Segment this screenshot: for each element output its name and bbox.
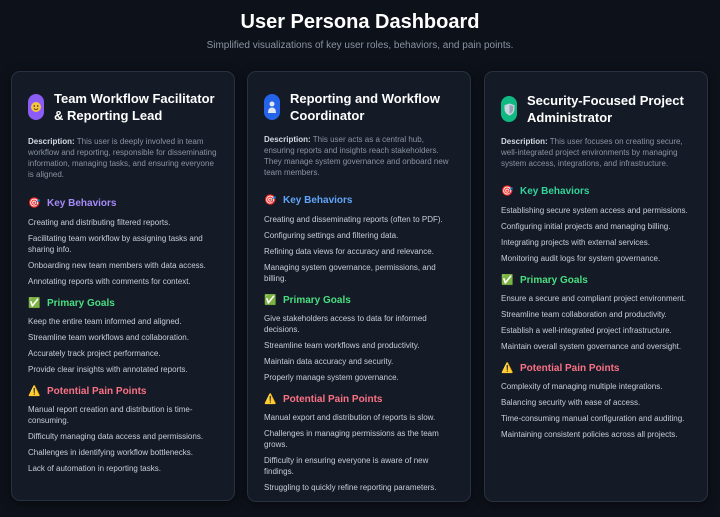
- pain-points-label: Potential Pain Points: [520, 363, 620, 374]
- primary-goals-heading: [264, 294, 454, 307]
- pain-points-heading: [28, 385, 218, 398]
- pain-points-label: Potential Pain Points: [283, 394, 383, 405]
- pain-points-heading: [501, 362, 691, 375]
- primary-goals-list: [264, 313, 454, 383]
- list-item: Difficulty managing data access and permissions.: [28, 432, 204, 441]
- list-item: Creating and distributing filtered reports.: [28, 218, 171, 227]
- list-item: Integrating projects with external services.: [501, 238, 650, 247]
- key-behaviors-heading: [501, 185, 691, 198]
- list-item: Difficulty in ensuring everyone is aware of new findings.: [264, 456, 429, 476]
- page-title: User Persona Dashboard: [240, 11, 480, 33]
- warning-icon: ⚠️: [264, 394, 277, 405]
- list-item: Streamline team workflows and collaboration.: [28, 333, 189, 342]
- list-item: Manual report creation and distribution is time-consuming.: [28, 405, 193, 425]
- check-icon: ✅: [28, 298, 41, 309]
- list-item: Properly manage system governance.: [264, 373, 399, 382]
- list-item: Establishing secure system access and permissions.: [501, 206, 688, 215]
- pain-points-list: [28, 404, 218, 474]
- primary-goals-label: Primary Goals: [283, 295, 351, 306]
- persona-title: Reporting and Workflow Coordinator: [290, 91, 440, 123]
- check-icon: ✅: [501, 275, 514, 286]
- description-label: Description:: [28, 137, 75, 146]
- persona-header: [501, 92, 691, 126]
- key-behaviors-heading: [28, 197, 218, 210]
- persona-description: [28, 136, 218, 180]
- list-item: Balancing security with ease of access.: [501, 398, 641, 407]
- key-behaviors-label: Key Behaviors: [283, 195, 353, 206]
- target-icon: 🎯: [264, 195, 277, 206]
- key-behaviors-list: [28, 217, 218, 287]
- list-item: Configuring settings and filtering data.: [264, 231, 399, 240]
- list-item: Accurately track project performance.: [28, 349, 161, 358]
- pain-points-list: [501, 381, 691, 440]
- list-item: Maintain data accuracy and security.: [264, 357, 394, 366]
- list-item: Ensure a secure and compliant project environment.: [501, 294, 686, 303]
- list-item: Maintaining consistent policies across all projects.: [501, 430, 678, 439]
- pain-points-list: [264, 412, 454, 493]
- description-text: This user is deeply involved in team workflow and reporting, responsible for disseminating information, managing tasks, and ensuring everyone is aligned.: [28, 137, 217, 179]
- list-item: Challenges in identifying workflow bottlenecks.: [28, 448, 193, 457]
- primary-goals-heading: [28, 297, 218, 310]
- description-text: This user acts as a central hub, ensuring reports and insights reach stakeholders. They manage system governance and onboard new team members.: [264, 135, 449, 177]
- persona-card-coordinator: [247, 71, 471, 502]
- persona-card-security-admin: [484, 71, 708, 502]
- person-icon: [264, 94, 280, 120]
- description-text: This user focuses on creating secure, well-integrated project environments by managing system access, integrations, and infrastructure.: [501, 137, 683, 168]
- primary-goals-label: Primary Goals: [520, 275, 588, 286]
- key-behaviors-label: Key Behaviors: [47, 198, 117, 209]
- list-item: Facilitating team workflow by assigning tasks and sharing info.: [28, 234, 203, 254]
- persona-description: [501, 136, 691, 169]
- list-item: Establish a well-integrated project infrastructure.: [501, 326, 672, 335]
- list-item: Creating and disseminating reports (often to PDF).: [264, 215, 443, 224]
- list-item: Time-consuming manual configuration and auditing.: [501, 414, 685, 423]
- list-item: Manual export and distribution of reports is slow.: [264, 413, 436, 422]
- pain-points-label: Potential Pain Points: [47, 386, 147, 397]
- page-subtitle: Simplified visualizations of key user roles, behaviors, and pain points.: [206, 40, 514, 51]
- primary-goals-label: Primary Goals: [47, 298, 115, 309]
- persona-header: [28, 90, 218, 124]
- pain-points-heading: [264, 393, 454, 406]
- primary-goals-heading: [501, 274, 691, 287]
- primary-goals-list: [28, 316, 218, 375]
- warning-icon: ⚠️: [501, 363, 514, 374]
- persona-title: Security-Focused Project Administrator: [527, 93, 684, 125]
- warning-icon: ⚠️: [28, 386, 41, 397]
- list-item: Lack of automation in reporting tasks.: [28, 464, 161, 473]
- primary-goals-list: [501, 293, 691, 352]
- list-item: Streamline team collaboration and productivity.: [501, 310, 667, 319]
- list-item: Keep the entire team informed and aligned.: [28, 317, 182, 326]
- key-behaviors-heading: [264, 194, 454, 207]
- list-item: Managing system governance, permissions, and billing.: [264, 263, 436, 283]
- list-item: Give stakeholders access to data for informed decisions.: [264, 314, 427, 334]
- list-item: Streamline team workflows and productivity.: [264, 341, 420, 350]
- target-icon: 🎯: [28, 198, 41, 209]
- key-behaviors-list: [264, 214, 454, 284]
- description-label: Description:: [501, 137, 548, 146]
- key-behaviors-list: [501, 205, 691, 264]
- list-item: Struggling to quickly refine reporting parameters.: [264, 483, 437, 492]
- shield-icon: [501, 96, 517, 122]
- check-icon: ✅: [264, 295, 277, 306]
- list-item: Maintain overall system governance and oversight.: [501, 342, 682, 351]
- persona-title: Team Workflow Facilitator & Reporting Lead: [54, 91, 215, 123]
- key-behaviors-label: Key Behaviors: [520, 186, 590, 197]
- list-item: Configuring initial projects and managing billing.: [501, 222, 671, 231]
- target-icon: 🎯: [501, 186, 514, 197]
- list-item: Provide clear insights with annotated reports.: [28, 365, 188, 374]
- page-header: [0, 0, 720, 52]
- list-item: Monitoring audit logs for system governance.: [501, 254, 661, 263]
- persona-description: [264, 134, 454, 178]
- list-item: Onboarding new team members with data access.: [28, 261, 206, 270]
- list-item: Annotating reports with comments for context.: [28, 277, 191, 286]
- list-item: Challenges in managing permissions as the team grows.: [264, 429, 439, 449]
- persona-header: [264, 90, 454, 124]
- theater-masks-icon: [28, 94, 44, 120]
- list-item: Refining data views for accuracy and relevance.: [264, 247, 434, 256]
- persona-card-facilitator: [11, 71, 235, 501]
- list-item: Complexity of managing multiple integrations.: [501, 382, 663, 391]
- description-label: Description:: [264, 135, 311, 144]
